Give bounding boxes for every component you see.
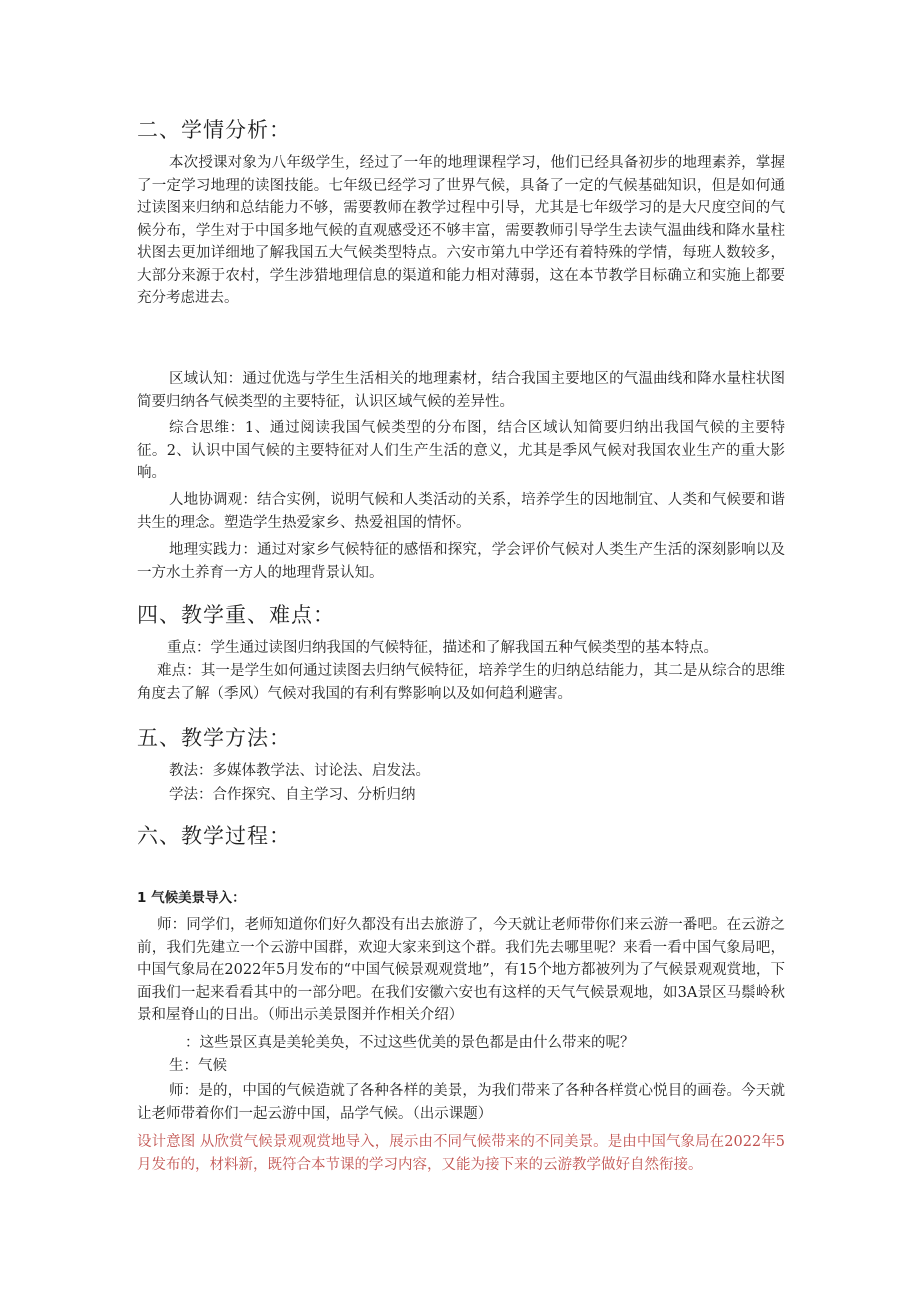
design-intent-note: 设计意图 从欣赏气候景观观赏地导入，展示由不同气候带来的不同美景。是由中国气象局在2022年5月发布的，材料新，既符合本节课的学习内容，又能为接下来的云游教学做好自然衔接。 [137,1134,785,1173]
step1-title: 1 气候美景导入： [137,890,246,906]
section-heading-key-difficult: 四、教学重、难点： [137,603,335,627]
teaching-method-text: 教法：多媒体教学法、讨论法、启发法。 [169,763,430,779]
goal-comprehensive-thinking: 综合思维：1、通过阅读我国气候类型的分布图，结合区域认知简要归纳出我国气候的主要特征。2、认识中国气候的主要特征对人们生产生活的意义，尤其是季风气候对我国农业生产的重大影响。 [137,420,785,481]
student-analysis-paragraph: 本次授课对象为八年级学生，经过了一年的地理课程学习，他们已经具备初步的地理素养，掌握了一定学习地理的读图技能。七年级已经学习了世界气候，具备了一定的气候基础知识，但是如何通过读图来归纳和总结能力不够，需要教师在教学过程中引导，尤其是七年级学习的是大尺度空间的气候分布，学生对于中国多地气候的直观感受还不够丰富，需要教师引导学生去读气温曲线和降水量柱状图去更加详细地了解我国五大气候类型特点。六安市第九中学还有着特殊的学情，每班人数较多，大部分来源于农村，学生涉猎地理信息的渠道和能力相对薄弱，这在本节教学目标确立和实施上都要充分考虑进去。 [137,155,785,306]
student-answer-text: 生：气候 [169,1058,227,1074]
teacher-intro-paragraph: 师：同学们，老师知道你们好久都没有出去旅游了，今天就让老师带你们来云游一番吧。在云游之前，我们先建立一个云游中国群，欢迎大家来到这个群。我们先去哪里呢？来看一看中国气象局吧，中国气象局在2022年5月发布的“中国气候景观观赏地”，有15个地方都被列为了气候景观观赏地，下面我们一起来看看其中的一部分吧。在我们安徽六安也有这样的天气气候景观地，如3A景区马鬃岭秋景和屋脊山的日出。（师出示美景图并作相关介绍） [137,917,785,1023]
difficult-point-text: 难点：其一是学生如何通过读图去归纳气候特征，培养学生的归纳总结能力，其二是从综合的思维角度去了解（季风）气候对我国的有利有弊影响以及如何趋利避害。 [137,663,785,702]
teacher-question-text: ：这些景区真是美轮美奂，不过这些优美的景色都是由什么带来的呢？ [185,1035,635,1051]
goal-geographic-practice: 地理实践力：通过对家乡气候特征的感悟和探究，学会评价气候对人类生产生活的深刻影响以及一方水土养育一方人的地理背景认知。 [137,542,785,581]
goal-regional-cognition: 区域认知：通过优选与学生生活相关的地理素材，结合我国主要地区的气温曲线和降水量柱状图简要归纳各气候类型的主要特征，认识区域气候的差异性。 [137,371,785,410]
section-heading-methods: 五、教学方法： [137,726,291,750]
key-point-text: 重点：学生通过读图归纳我国的气候特征，描述和了解我国五种气候类型的基本特点。 [167,640,718,656]
section-heading-process: 六、教学过程： [137,824,291,848]
teacher-response-paragraph: 师：是的，中国的气候造就了各种各样的美景，为我们带来了各种各样赏心悦目的画卷。今天就让老师带着你们一起云游中国，品学气候。（出示课题） [137,1083,785,1122]
learning-method-text: 学法：合作探究、自主学习、分析归纳 [169,787,416,803]
goal-human-land-coordination: 人地协调观：结合实例，说明气候和人类活动的关系，培养学生的因地制宜、人类和气候要和谐共生的理念。塑造学生热爱家乡、热爱祖国的情怀。 [137,492,785,531]
section-heading-student-analysis: 二、学情分析： [137,118,291,142]
